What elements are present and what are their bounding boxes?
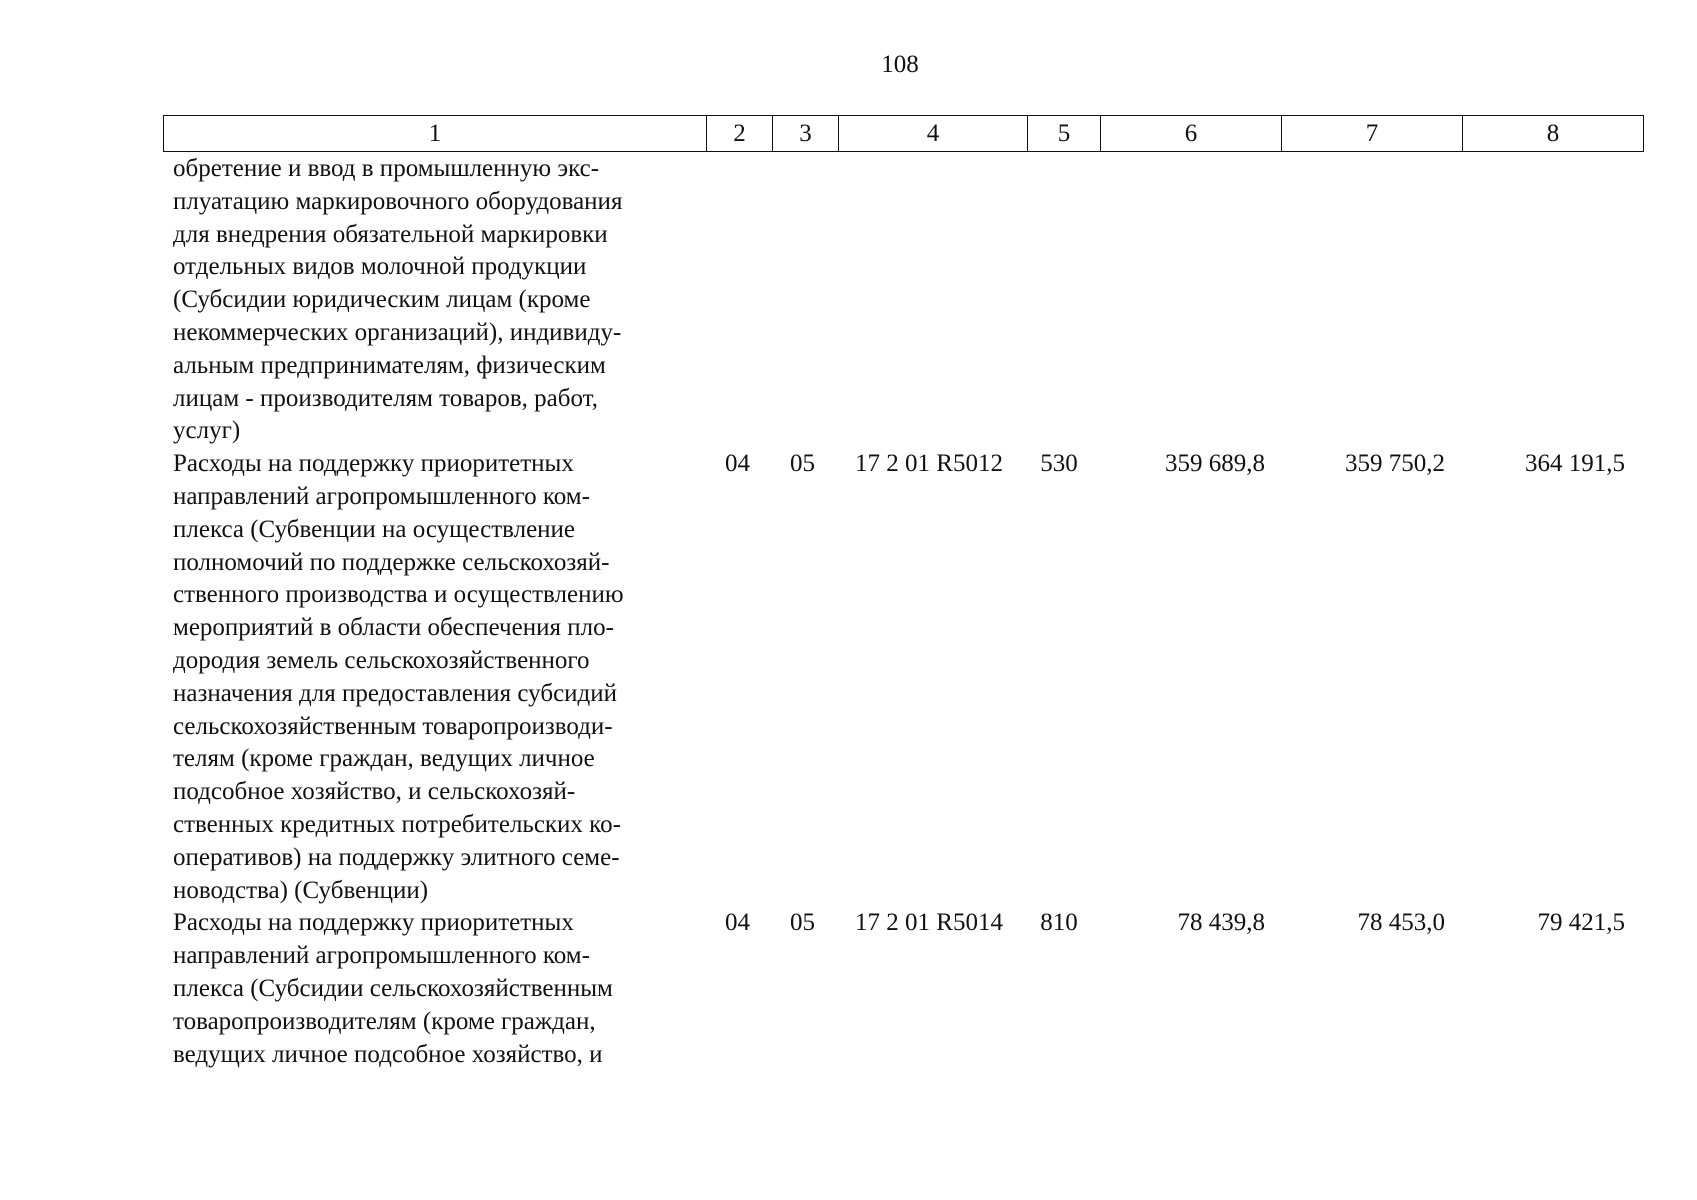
row-description: Расходы на поддержку приоритетных направлений агропромышленного ком- плекса (Субвенции на осуществление полномочий по поддержке сельскохозяй- ственного производства и осуществлению мероприятий в области обеспечения пло- дородия земель сельскохозяйственного назначения для предоставления субсидий сельскохозяйственным товаропроизводи- телям (кроме граждан, ведущих личное подсобное хозяйство, и сельскохозяй- ственных кредитных потребительских ко- оперативов) на поддержку элитного семе- новодства) (Субвенции) — [173, 450, 624, 904]
header-col-1: 1 — [164, 116, 707, 152]
row-col-6: 359 689,8 — [1165, 450, 1265, 478]
row-col-4 — [835, 153, 1023, 448]
row-col-7: 78 453,0 — [1357, 909, 1445, 937]
header-col-6: 6 — [1101, 116, 1282, 152]
row-col-5 — [1023, 153, 1095, 448]
row-col-6: 78 439,8 — [1177, 909, 1265, 937]
row-col-2: 04 — [725, 909, 750, 937]
row-col-8: 364 191,5 — [1525, 450, 1625, 478]
table-row — [163, 153, 1635, 448]
table-header — [163, 115, 1644, 152]
header-col-7: 7 — [1282, 116, 1463, 152]
row-col-3 — [770, 153, 835, 448]
page-number: 108 — [881, 51, 919, 78]
table-body — [163, 153, 1635, 1071]
header-col-2: 2 — [707, 116, 773, 152]
row-col-7 — [1275, 153, 1455, 448]
row-col-6 — [1095, 153, 1275, 448]
row-col-2: 04 — [725, 450, 750, 478]
header-col-3: 3 — [773, 116, 839, 152]
header-row — [164, 116, 1644, 152]
header-col-4: 4 — [839, 116, 1028, 152]
header-col-5: 5 — [1028, 116, 1101, 152]
row-col-4: 17 2 01 R5012 — [855, 450, 1003, 478]
row-col-4: 17 2 01 R5014 — [855, 909, 1003, 937]
row-col-7: 359 750,2 — [1345, 450, 1445, 478]
row-description: обретение и ввод в промышленную экс- плуатацию маркировочного оборудования для внедрения обязательной маркировки отдельных видов молочной продукции (Субсидии юридическим лицам (кроме некоммерческих организаций), индивиду- альным предпринимателям, физическим лицам - производителям товаров, работ, услуг) — [173, 155, 623, 445]
row-col-8: 79 421,5 — [1537, 909, 1625, 937]
row-col-8 — [1455, 153, 1635, 448]
row-col-3: 05 — [790, 909, 815, 937]
row-col-3: 05 — [790, 450, 815, 478]
row-col-5: 530 — [1040, 450, 1078, 478]
row-col-5: 810 — [1040, 909, 1078, 937]
row-col-2 — [705, 153, 770, 448]
header-col-8: 8 — [1463, 116, 1644, 152]
table-row — [163, 907, 1635, 1071]
row-description: Расходы на поддержку приоритетных направлений агропромышленного ком- плекса (Субсидии сельскохозяйственным товаропроизводителям (кроме граждан, ведущих личное подсобное хозяйство, и — [173, 909, 613, 1068]
table-row — [163, 448, 1635, 907]
